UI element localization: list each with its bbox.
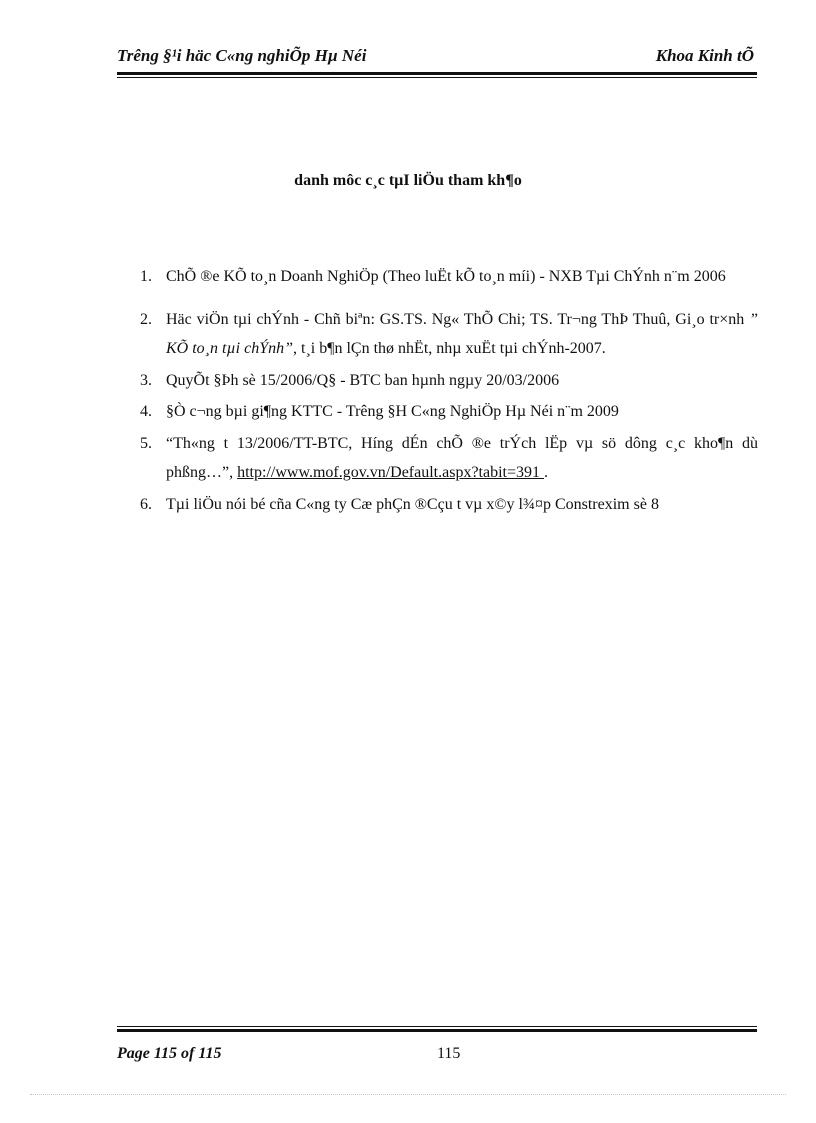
reference-number: 1. [140, 268, 152, 285]
reference-number: 2. [140, 311, 152, 328]
reference-number: 4. [140, 403, 152, 420]
reference-text: Häc viÖn tµi chÝnh - Chñ biªn: GS.TS. Ng« ThÕ Chi; TS. Tr¬ng ThÞ Thuû, Gi¸o tr×nh [166, 311, 750, 328]
header-school-name: Trêng §¹i häc C«ng nghiÕp Hµ Néi [117, 46, 367, 65]
header-divider [117, 72, 757, 78]
page-bottom-dotted-line [30, 1094, 786, 1095]
reference-item [140, 429, 758, 487]
reference-text: “Th«ng t 13/2006/TT-BTC, Híng dÉn chÕ ®e trÝch lËp vµ sö dông c¸c kho¶n dù phßng…”, [166, 435, 758, 481]
reference-item [140, 367, 758, 394]
reference-text: Tµi liÖu nói bé cña C«ng ty Cæ phÇn ®Cçu t vµ x©y l¾¤p Constrexim sè 8 [166, 496, 659, 513]
reference-list [140, 262, 758, 518]
footer-divider [117, 1026, 757, 1032]
reference-number: 5. [140, 435, 152, 452]
reference-text-tail: . [544, 464, 549, 481]
footer-page-number: 115 [437, 1045, 461, 1062]
reference-text: §Ò c¬ng bµi gi¶ng KTTC - Trêng §H C«ng NghiÖp Hµ Néi n¨m 2009 [166, 403, 619, 420]
reference-item [140, 262, 758, 291]
reference-text: ChÕ ®e KÕ to¸n Doanh NghiÖp (Theo luËt kÕ to¸n míi) - NXB Tµi ChÝnh n¨m 2006 [166, 268, 726, 285]
reference-item [140, 305, 758, 363]
reference-number: 6. [140, 496, 152, 513]
reference-link[interactable]: http://www.mof.gov.vn/Default.aspx?tabit=391 [237, 464, 545, 481]
reference-item [140, 491, 758, 518]
reference-text-tail: , t¸i b¶n lÇn thø nhËt, nhµ xuËt tµi chÝnh-2007. [293, 340, 606, 357]
footer-page-of: Page 115 of 115 [117, 1045, 222, 1062]
reference-text: QuyÕt §Þh sè 15/2006/Q§ - BTC ban hµnh ngµy 20/03/2006 [166, 372, 560, 389]
page-title: danh môc c¸c tµI liÖu tham kh¶o [294, 172, 522, 189]
reference-italic-title: ” KÕ to¸n tµi chÝnh” [166, 311, 758, 357]
header-department: Khoa Kinh tÕ [655, 46, 754, 65]
reference-number: 3. [140, 372, 152, 389]
reference-item [140, 398, 758, 425]
